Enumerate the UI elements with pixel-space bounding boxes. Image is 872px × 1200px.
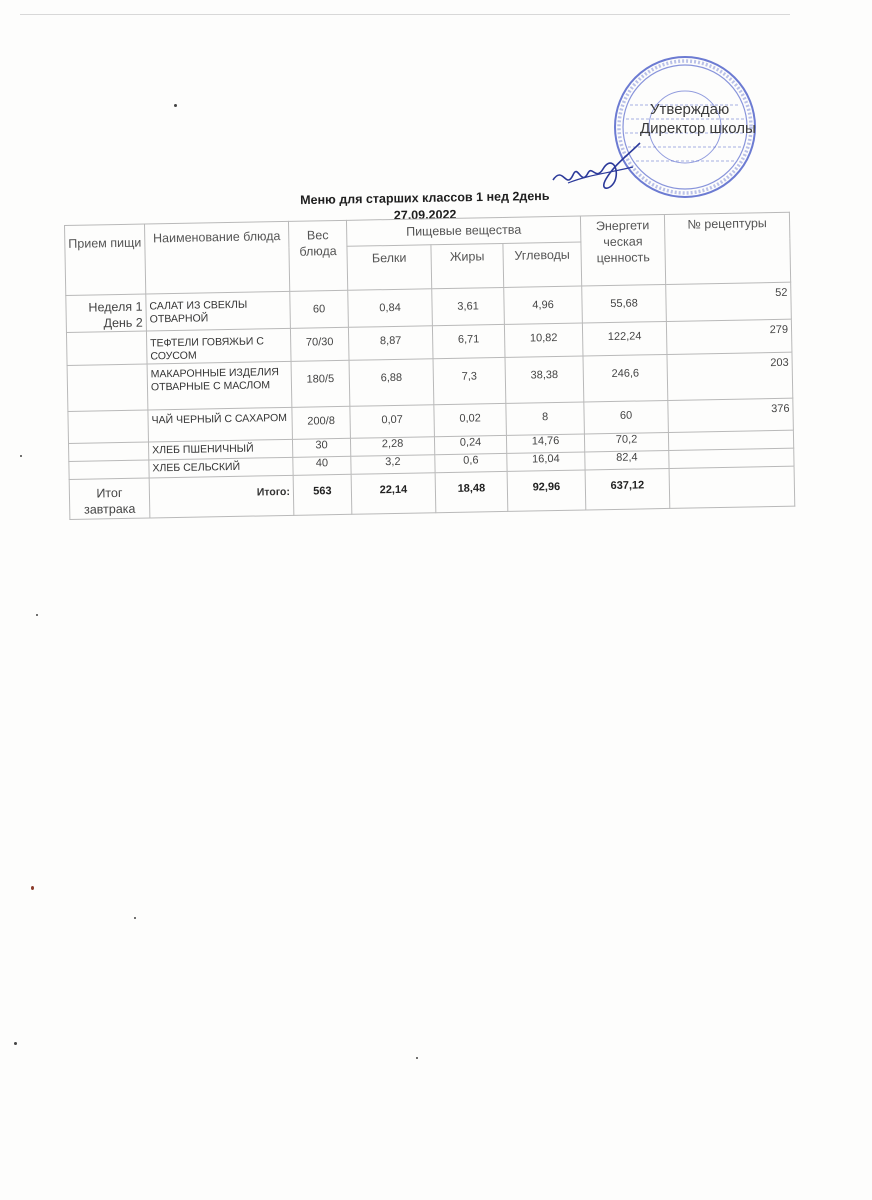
scan-speck xyxy=(31,886,34,890)
row-proteins: 0,07 xyxy=(350,405,435,439)
scan-speck xyxy=(36,614,38,616)
row-energy: 82,4 xyxy=(585,450,669,470)
row-energy: 70,2 xyxy=(584,432,668,452)
row-recipe: 376 xyxy=(668,398,794,432)
scan-speck xyxy=(20,455,22,457)
total-weight: 563 xyxy=(293,474,352,515)
total-proteins: 22,14 xyxy=(351,473,436,515)
row-recipe: 52 xyxy=(666,282,792,321)
total-carbs: 92,96 xyxy=(507,470,586,511)
header-fats: Жиры xyxy=(431,243,504,288)
row-dish: ТЕФТЕЛИ ГОВЯЖЬИ С СОУСОМ xyxy=(146,328,291,364)
row-fats: 0,6 xyxy=(435,453,507,472)
menu-title-text: Меню для старших классов 1 нед 2день xyxy=(300,188,550,208)
total-meal: Итог завтрака xyxy=(69,478,150,519)
scan-speck xyxy=(134,917,136,919)
row-meal xyxy=(69,460,149,479)
row-weight: 180/5 xyxy=(291,360,350,407)
row-weight: 70/30 xyxy=(290,327,349,361)
row-carbs: 4,96 xyxy=(504,286,583,324)
row-meal xyxy=(67,364,148,411)
page-top-edge-line xyxy=(20,14,790,15)
row-meal xyxy=(69,442,149,461)
total-fats: 18,48 xyxy=(435,471,508,512)
row-weight: 60 xyxy=(290,290,349,328)
menu-date: 27.09.2022 xyxy=(393,207,457,223)
row-fats: 3,61 xyxy=(432,287,505,325)
row-proteins: 2,28 xyxy=(350,437,434,457)
row-carbs: 10,82 xyxy=(504,323,583,357)
row-energy: 122,24 xyxy=(582,321,667,356)
row-proteins: 8,87 xyxy=(348,326,433,361)
scan-speck xyxy=(14,1042,17,1045)
header-meal: Прием пищи xyxy=(65,224,146,295)
row-weight: 30 xyxy=(292,438,350,457)
row-dish: ХЛЕБ СЕЛЬСКИЙ xyxy=(149,457,293,478)
row-dish: МАКАРОННЫЕ ИЗДЕЛИЯ ОТВАРНЫЕ С МАСЛОМ xyxy=(147,361,292,410)
row-dish: ХЛЕБ ПШЕНИЧНЫЙ xyxy=(148,439,292,460)
row-fats: 0,24 xyxy=(434,435,506,454)
row-energy: 60 xyxy=(584,400,669,434)
row-meal: Неделя 1 День 2 xyxy=(66,294,147,332)
row-dish: ЧАЙ ЧЕРНЫЙ С САХАРОМ xyxy=(148,407,293,442)
total-label: Итого: xyxy=(149,475,294,518)
header-weight: Вес блюда xyxy=(288,220,347,291)
row-fats: 6,71 xyxy=(432,324,505,358)
row-meal xyxy=(68,410,149,443)
row-fats: 7,3 xyxy=(433,357,506,404)
header-carbs: Углеводы xyxy=(503,242,582,287)
total-energy: 637,12 xyxy=(585,468,670,510)
menu-table-wrap xyxy=(64,212,794,520)
row-carbs: 14,76 xyxy=(506,434,584,453)
header-nutrients: Пищевые вещества xyxy=(346,216,580,246)
header-energy: Энергети ческая ценность xyxy=(580,214,665,286)
approval-title: Утверждаю xyxy=(650,101,730,118)
approval-position: Директор школы xyxy=(640,120,756,137)
header-recipe: № рецептуры xyxy=(664,212,790,284)
row-proteins: 0,84 xyxy=(348,289,433,328)
row-proteins: 6,88 xyxy=(349,359,434,407)
row-weight: 40 xyxy=(293,456,351,475)
row-proteins: 3,2 xyxy=(351,455,435,475)
row-weight: 200/8 xyxy=(292,406,351,439)
total-recipe xyxy=(669,466,795,508)
header-dish: Наименование блюда xyxy=(144,221,289,294)
scan-speck xyxy=(416,1057,418,1059)
row-carbs: 8 xyxy=(506,402,585,435)
scan-speck xyxy=(174,104,177,107)
approval-block xyxy=(640,100,800,138)
row-recipe xyxy=(668,430,793,450)
row-fats: 0,02 xyxy=(434,403,507,436)
row-recipe xyxy=(669,448,794,468)
row-recipe: 203 xyxy=(667,352,793,400)
row-meal xyxy=(66,331,147,365)
menu-table xyxy=(64,212,795,520)
header-proteins: Белки xyxy=(347,245,432,291)
row-dish: САЛАТ ИЗ СВЕКЛЫ ОТВАРНОЙ xyxy=(146,291,291,331)
row-carbs: 16,04 xyxy=(507,452,585,471)
row-recipe: 279 xyxy=(666,319,792,354)
row-energy: 246,6 xyxy=(583,354,668,402)
row-energy: 55,68 xyxy=(582,284,667,323)
row-carbs: 38,38 xyxy=(505,356,584,403)
